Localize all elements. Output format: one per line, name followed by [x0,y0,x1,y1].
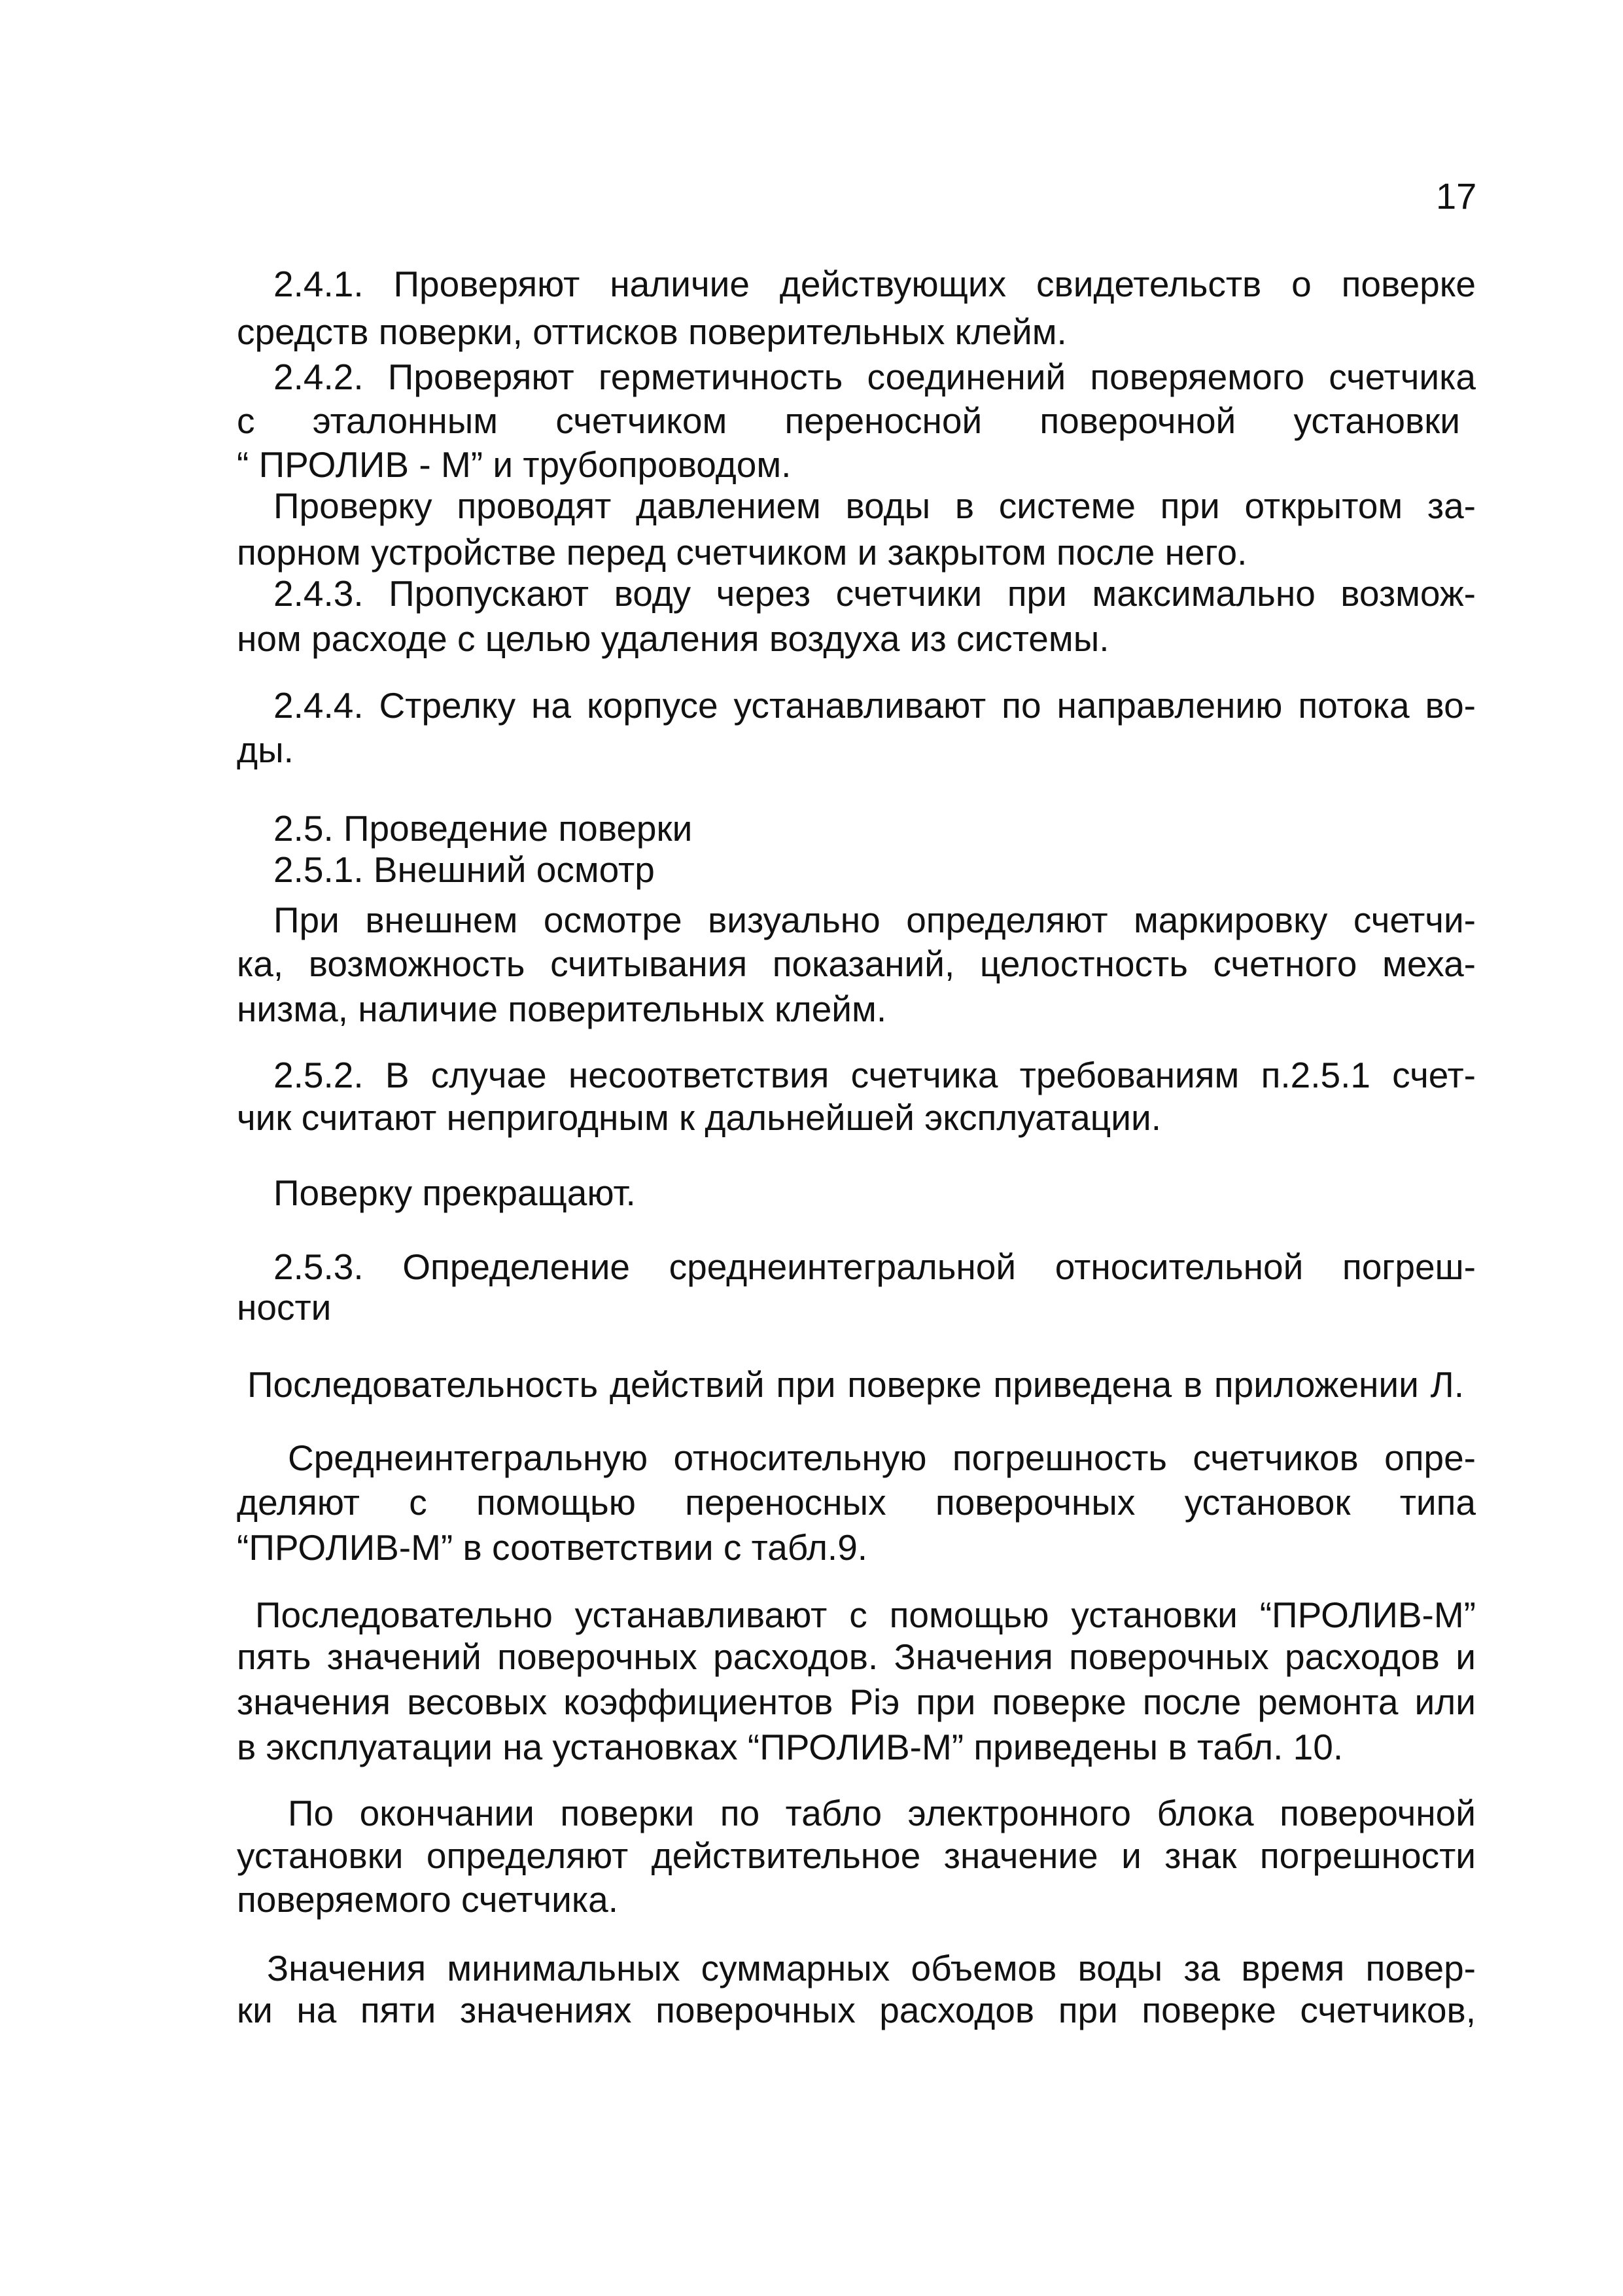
paragraph-2-5-2-cont [237,1094,1349,1142]
paragraph-line: с эталонным счетчиком переносной поверочной установки [237,400,1460,441]
paragraph-line: Проверку проводят давлением воды в системе при открытом за- [273,486,1476,526]
paragraph-2-4-2-cont [237,397,1460,489]
paragraph-line: ка, возможность считывания показаний, целостность счетного меха- [237,944,1476,984]
paragraph-line: установки определяют действительное значение и знак погрешности [237,1835,1476,1876]
paragraph-line: порном устройстве перед счетчиком и закрытом после него. [237,532,1248,573]
paragraph-pressure [273,482,1476,530]
paragraph-end [288,1790,1476,1837]
paragraph-stop [273,1169,797,1217]
paragraph-end-cont [237,1832,1476,1924]
paragraph-line: Среднеинтегральную относительную погрешность счетчиков опре- [288,1438,1476,1478]
paragraph-2-4-1-cont [237,308,1476,356]
paragraph-2-5-3-cont [237,1284,433,1332]
section-2-5-heading [273,805,862,894]
paragraph-2-4-3-cont [237,615,1283,663]
paragraph-2-5-2 [273,1051,1476,1099]
paragraph-2-4-4 [273,682,1476,730]
paragraph-line: Поверку прекращают. [273,1173,636,1213]
paragraph-line: “ПРОЛИВ-М” в соответствии с табл.9. [237,1527,868,1568]
paragraph-five-values-cont [237,1633,1476,1771]
paragraph-line: деляют с помощью переносных поверочных установок типа [237,1482,1476,1523]
paragraph-line: низма, наличие поверительных клейм. [237,989,887,1029]
paragraph-line: чик считают непригодным к дальнейшей эксплуатации. [237,1097,1161,1138]
paragraph-line: поверяемого счетчика. [237,1879,619,1920]
paragraph-line: ном расходе с целью удаления воздуха из системы. [237,618,1109,659]
paragraph-external [273,896,1476,944]
section-heading: 2.5. Проведение поверки [273,808,693,849]
paragraph-2-4-1 [273,260,1476,308]
subsection-heading: 2.5.1. Внешний осмотр [273,849,655,890]
paragraph-line: 2.4.4. Стрелку на корпусе устанавливают по направлению потока во- [273,685,1476,726]
paragraph-five-values [255,1591,1476,1639]
paragraph-line: 2.4.1. Проверяют наличие действующих свидетельств о поверке [273,264,1476,304]
paragraph-mean-error [288,1434,1476,1482]
paragraph-line: 2.5.3. Определение среднеинтегральной относительной погреш- [273,1246,1476,1287]
paragraph-line: ды. [237,730,294,770]
paragraph-line: При внешнем осмотре визуально определяют маркировку счетчи- [273,900,1476,940]
paragraph-2-4-2 [273,353,1476,401]
paragraph-line: 2.4.3. Пропускают воду через счетчики при максимально возмож- [273,573,1476,614]
paragraph-line: Значения минимальных суммарных объемов воды за время повер- [267,1948,1476,1988]
paragraph-line: По окончании поверки по табло электронного блока поверочной [288,1793,1476,1833]
paragraph-2-4-3 [273,570,1476,618]
paragraph-line: 2.5.2. В случае несоответствия счетчика требованиям п.2.5.1 счет- [273,1055,1476,1095]
paragraph-sequence [247,1361,1464,1409]
paragraph-line: в эксплуатации на установках “ПРОЛИВ-М” приведены в табл. 10. [237,1727,1344,1767]
paragraph-line: ности [237,1287,332,1328]
paragraph-line: средств поверки, оттисков поверительных клейм. [237,311,1067,352]
paragraph-line: Последовательно устанавливают с помощью установки “ПРОЛИВ-М” [255,1595,1476,1635]
paragraph-line: ки на пяти значениях поверочных расходов при поверке счетчиков, [237,1990,1476,2030]
paragraph-2-4-4-cont [237,726,368,774]
paragraph-line: 2.4.2. Проверяют герметичность соединений поверяемого счетчика [273,357,1476,397]
paragraph-line: “ ПРОЛИВ - М” и трубопроводом. [237,444,792,485]
paragraph-line: Последовательность действий при поверке приведена в приложении Л. [247,1364,1464,1405]
paragraph-2-5-3 [273,1243,1476,1291]
paragraph-external-cont [237,940,1476,1033]
paragraph-min-volumes [267,1945,1476,1992]
paragraph-line: пять значений поверочных расходов. Значения поверочных расходов и [237,1636,1476,1677]
paragraph-line: значения весовых коэффициентов Ріэ при поверке после ремонта или [237,1682,1476,1722]
paragraph-min-volumes-cont [237,1987,1476,2034]
page-number: 17 [1436,175,1477,217]
paragraph-mean-error-cont [237,1479,1476,1572]
